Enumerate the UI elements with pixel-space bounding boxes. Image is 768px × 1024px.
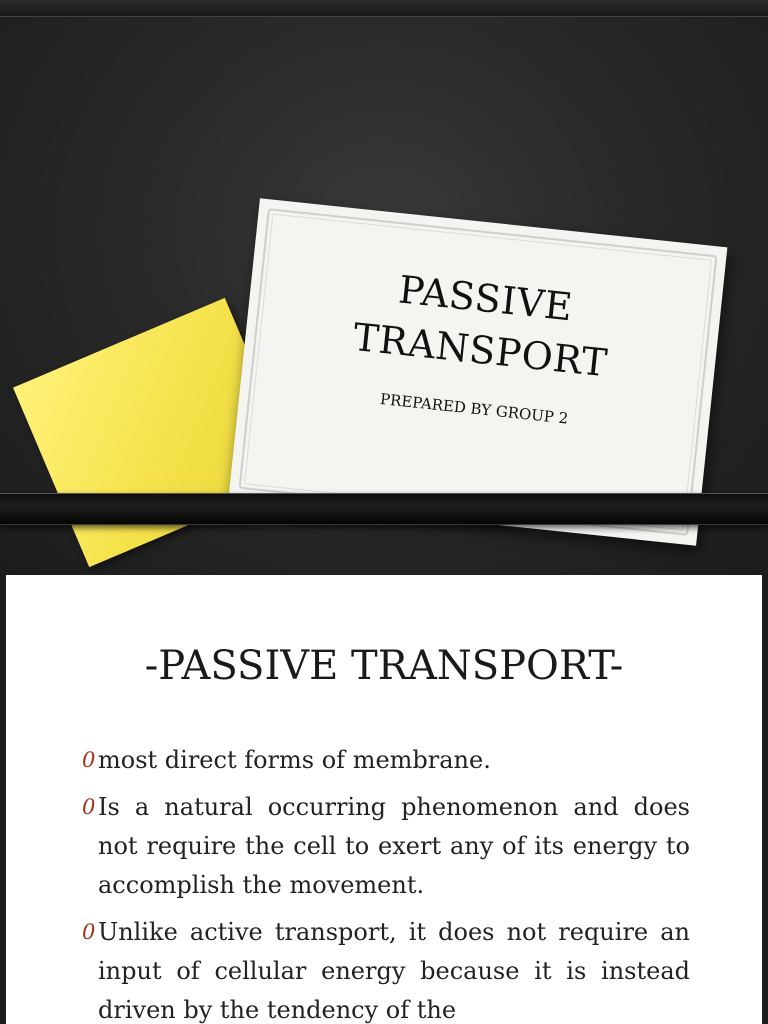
- bullet-list: [82, 741, 690, 1024]
- slide-top-edge: [0, 0, 768, 17]
- content-slide: [6, 575, 762, 1024]
- bullet-text: Is a natural occurring phenomenon and does not require the cell to exert any of its energy to accomplish the movement.: [98, 793, 690, 899]
- list-item: [82, 913, 690, 1024]
- bullet-marker: 0: [82, 795, 96, 819]
- slide-title-line1: PASSIVE: [396, 267, 575, 330]
- list-item: [82, 741, 690, 780]
- dark-band: [0, 493, 768, 525]
- list-item: [82, 788, 690, 905]
- slide-title-line2: TRANSPORT: [351, 314, 610, 386]
- bullet-text: most direct forms of membrane.: [98, 746, 491, 774]
- bullet-text: Unlike active transport, it does not require an input of cellular energy because it is instead driven by the tendency of the: [98, 918, 690, 1024]
- bullet-marker: 0: [82, 748, 96, 772]
- content-title: -PASSIVE TRANSPORT-: [144, 643, 624, 689]
- bullet-marker: 0: [82, 920, 96, 944]
- slide-subtitle: PREPARED BY GROUP 2: [379, 389, 570, 428]
